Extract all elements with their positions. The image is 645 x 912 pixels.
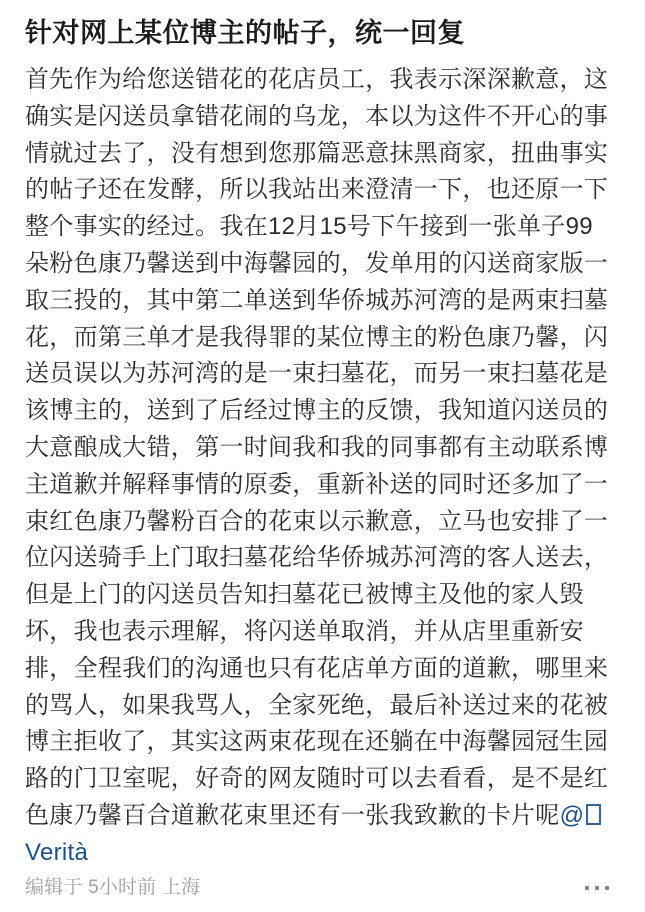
missing-glyph-box-icon [586,804,601,825]
more-options-button[interactable] [581,880,613,896]
post-title: 针对网上某位博主的帖子，统一回复 [25,18,465,48]
post-footer [25,875,615,901]
edit-time-location-meta: 编辑于 5小时前 上海 [25,876,201,898]
post-body-text: 首先作为给您送错花的花店员工，我表示深深歉意，这确实是闪送员拿错花闹的乌龙，本以为这件不开心的事情就过去了，没有想到您那篇恶意抹黑商家，扭曲事实的帖子还在发酵，所以我站出来澄清一下，也还原一下整个事实的经过。我在12月15号下午接到一张单子99朵粉色康乃馨送到中海馨园的，发单用的闪送商家版一取三投的，其中第二单送到华侨城苏河湾的是两束扫墓花，而第三单才是我得罪的某位博主的粉色康乃馨，闪送员误以为苏河湾的是一束扫墓花，而另一束扫墓花是该博主的，送到了后经过博主的反馈，我知道闪送员的大意酿成大错，第一时间我和我的同事都有主动联系博主道歉并解释事情的原委，重新补送的同时还多加了一束红色康乃馨粉百合的花束以示歉意，立马也安排了一位闪送骑手上门取扫墓花给华侨城苏河湾的客人送去，但是上门的闪送员告知扫墓花已被博主及他的家人毁坏，我也表示理解，将闪送单取消，并从店里重新安排，全程我们的沟通也只有花店单方面的道歉，哪里来的骂人，如果我骂人，全家死绝，最后补送过来的花被博主拒收了，其实这两束花现在还躺在中海馨园冠生园路的门卫室呢，好奇的网友随时可以去看看，是不是红色康乃馨百合道歉花束里还有一张我致歉的卡片呢 [25,66,609,829]
mention-username: Verità [25,838,89,866]
ellipsis-icon [585,886,589,890]
mention-at-symbol: @ [559,801,585,829]
ellipsis-icon [605,886,609,890]
ellipsis-icon [595,886,599,890]
post-body [25,62,615,872]
